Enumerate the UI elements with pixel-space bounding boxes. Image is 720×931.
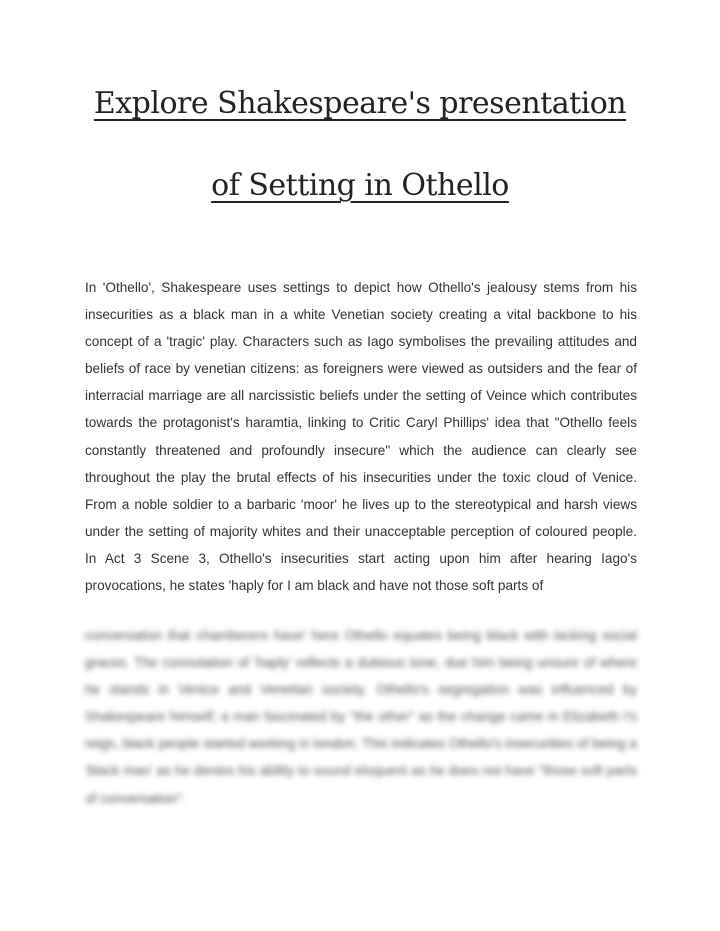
title-text: Explore Shakespeare's presentation bbox=[93, 86, 627, 121]
document-title-line-1 bbox=[0, 86, 720, 121]
essay-paragraph-blurred-preview: conversation that chamberers have' here Othello equates being black with lacking social graces. The connotation of 'haply' reflects a dubious tone, due him being unsure of where he stands in Venice and Venetian society. Othello's segregation was influenced by Shakespeare himself; a man fascinated by "the other" as the change came in Elizabeth I's reign, black people started working in london. This indicates Othello's insecurities of being a 'black man' as he denies his ability to sound eloquent as he does not have "those soft parts of conversation". bbox=[85, 628, 637, 806]
title-text: of Setting in Othello bbox=[211, 168, 509, 203]
document-title-line-2 bbox=[0, 168, 720, 203]
essay-paragraph: In 'Othello', Shakespeare uses settings to depict how Othello's jealousy stems from his insecurities as a black man in a white Venetian society creating a vital backbone to his concept of a 'tragic' play. Characters such as Iago symbolises the prevailing attitudes and beliefs of race by venetian citizens: as foreigners were viewed as outsiders and the fear of interracial marriage are all narcissistic beliefs under the setting of Veince which contributes towards the protagonist's haramtia, linking to Critic Caryl Phillips' idea that "Othello feels constantly threatened and profoundly insecure" which the audience can clearly see throughout the play the brutal effects of his insecurities under the toxic cloud of Venice. From a noble soldier to a barbaric 'moor' he lives up to the stereotypical and harsh views under the setting of majority whites and their unacceptable perception of coloured people. In Act 3 Scene 3, Othello's insecurities start acting upon him after hearing Iago's provocations, he states 'haply for I am black and have not those soft parts of bbox=[85, 280, 637, 594]
